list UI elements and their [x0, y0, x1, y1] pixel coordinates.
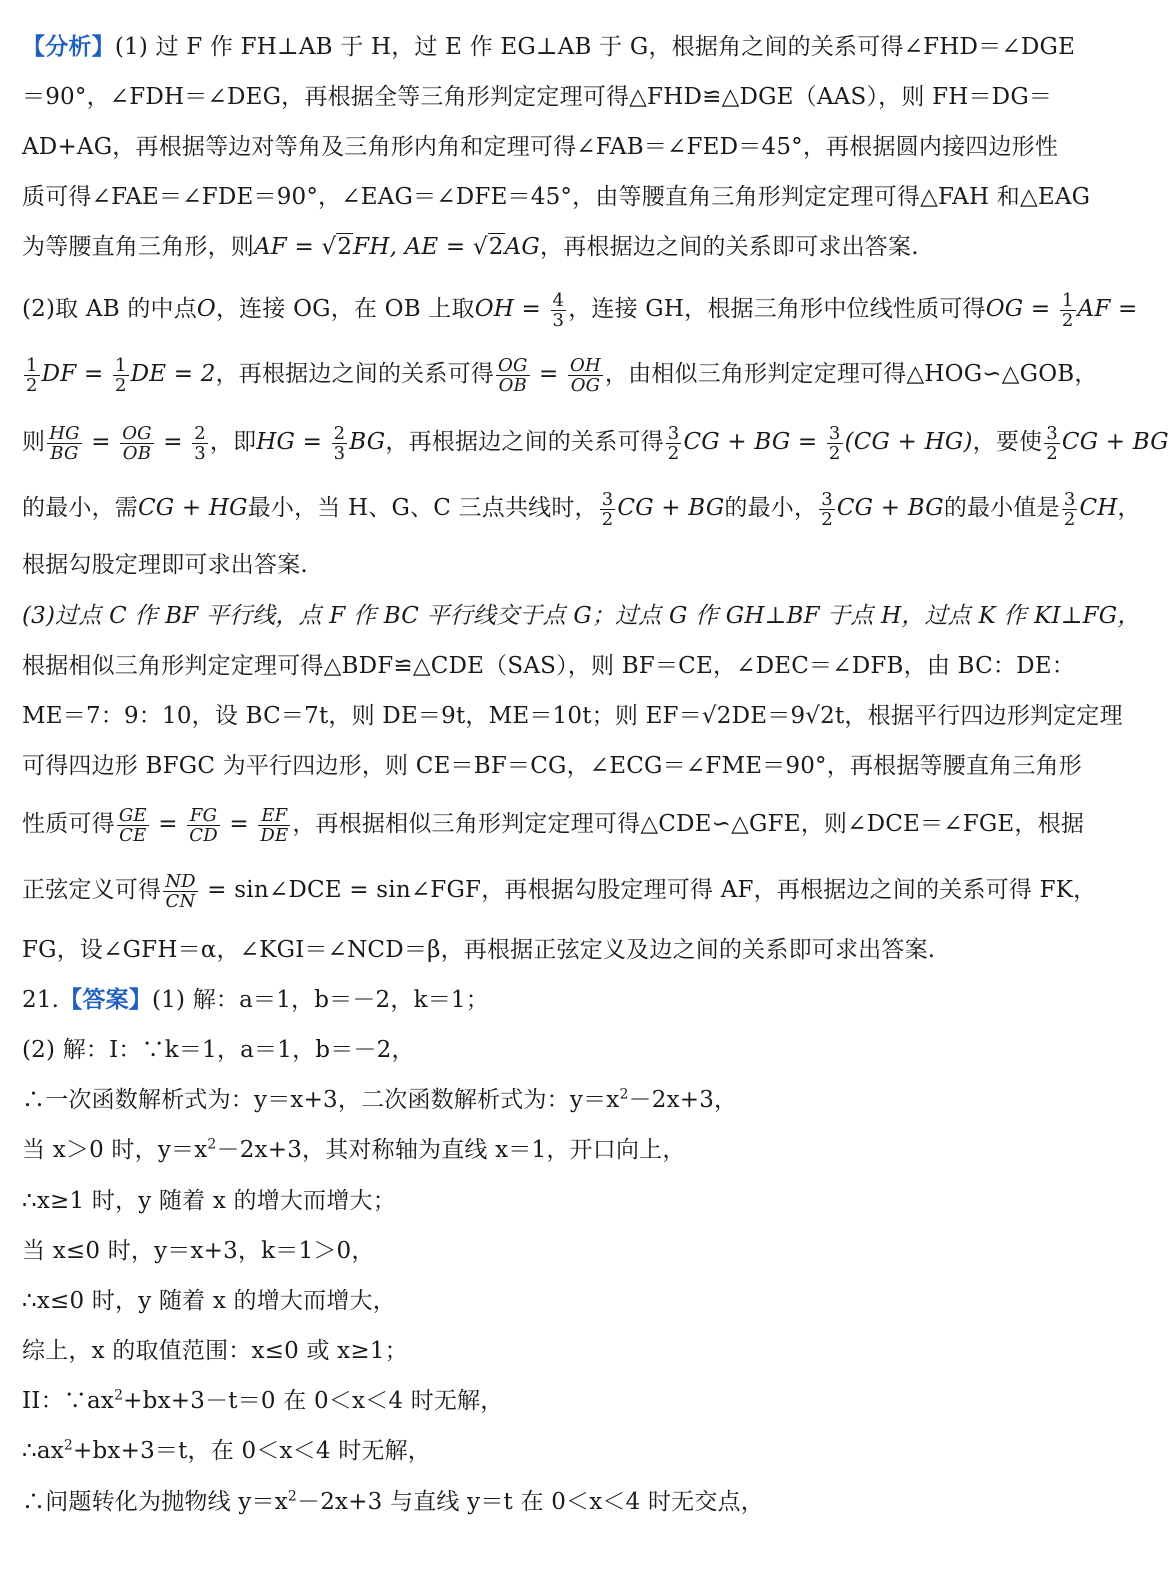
math-expr: CG + BG = — [683, 429, 825, 455]
answer-text: II：∵ax — [22, 1388, 115, 1414]
analysis-text: 2t，根据平行四边形判定定理 — [820, 703, 1123, 729]
exponent: 2 — [207, 1136, 217, 1153]
fraction: $\frac{2}{3}$ — [333, 422, 346, 464]
answer-text: +bx+3－t＝0 在 0＜x＜4 时无解， — [123, 1388, 504, 1414]
answer-text: －2x+3，其对称轴为直线 x＝1，开口向上， — [216, 1137, 686, 1163]
math-expr: AF = — [1077, 296, 1138, 322]
analysis-p2-line-3 — [22, 420, 1169, 464]
fraction: $\frac{GE}{CE}$ — [118, 804, 147, 846]
analysis-p3-line-7: FG，设∠GFH＝α，∠KGI＝∠NCD＝β，再根据正弦定义及边之间的关系即可求出答案. — [22, 937, 936, 963]
fraction: $\frac{4}{3}$ — [552, 289, 565, 331]
fraction: $\frac{1}{2}$ — [114, 354, 127, 396]
answer-text: ∴问题转化为抛物线 y＝x — [22, 1489, 288, 1515]
analysis-text: 的最小，需 — [22, 495, 138, 521]
answer-text: (1) 解：a＝1，b＝－2，k＝1； — [152, 987, 489, 1013]
analysis-text: 为等腰直角三角形，则 — [22, 234, 254, 260]
answer-text: ∴一次函数解析式为：y＝x+3，二次函数解析式为：y＝x — [22, 1087, 620, 1113]
answer-label: 【答案】 — [59, 986, 152, 1013]
question-number: 21. — [22, 987, 60, 1013]
answer-text: +bx+3＝t，在 0＜x＜4 时无解， — [73, 1438, 432, 1464]
analysis-p2-line-4 — [22, 486, 1141, 530]
math-expr: FH, AE = — [353, 234, 473, 260]
analysis-text: ，连接 GH，根据三角形中位线性质可得 — [568, 296, 986, 322]
math-expr: DE = 2 — [130, 361, 216, 387]
fraction: $\frac{3}{2}$ — [667, 422, 680, 464]
sqrt-expr: √2 — [321, 234, 353, 260]
analysis-p3-line-3 — [22, 701, 1123, 731]
math-expr: CG + BG — [836, 495, 944, 521]
fraction: $\frac{1}{2}$ — [26, 354, 38, 396]
answer-text: －2x+3 与直线 y＝t 在 0＜x＜4 时无交点， — [297, 1489, 764, 1515]
math-expr: = — [83, 429, 119, 455]
answer-line-4 — [22, 1135, 1058, 1165]
analysis-text: ME＝7：9：10，设 BC＝7t，则 DE＝9t，ME＝10t；则 EF＝ — [22, 703, 702, 729]
analysis-line-3: AD+AG，再根据等边对等角及三角形内角和定理可得∠FAB＝∠FED＝45°，再根据圆内接四边形性 — [22, 134, 1059, 160]
analysis-text: 则 — [22, 429, 46, 455]
sqrt-expr: √ — [805, 703, 821, 729]
fraction: $\frac{OH}{OG}$ — [570, 354, 601, 396]
answer-line-9 — [22, 1386, 1058, 1416]
math-expr: CG + HG — [138, 495, 248, 521]
sqrt-expr: √ — [701, 703, 717, 729]
answer-line-6: 当 x≤0 时，y＝x+3，k＝1＞0， — [22, 1238, 375, 1264]
analysis-text: 的最小值是 — [943, 495, 1060, 521]
math-expr: DF = — [41, 361, 111, 387]
math-expr: O — [196, 296, 216, 322]
math-expr: OG = — [985, 296, 1058, 322]
math-expr: = — [531, 361, 567, 387]
fraction: $\frac{2}{3}$ — [194, 422, 206, 464]
fraction: $\frac{3}{2}$ — [828, 422, 841, 464]
math-expr: CH — [1079, 495, 1118, 521]
answer-line-11 — [22, 1487, 1058, 1517]
math-expr: BG — [349, 429, 386, 455]
analysis-line-1 — [22, 32, 1076, 62]
fraction: $\frac{EF}{DE}$ — [260, 804, 289, 846]
analysis-text: ，再根据边之间的关系可得 — [385, 429, 664, 455]
answer-line-5: ∴x≥1 时，y 随着 x 的增大而增大； — [22, 1188, 396, 1214]
analysis-p2-line-1 — [22, 288, 1138, 331]
fraction: $\frac{ND}{CN}$ — [165, 870, 196, 912]
exponent: 2 — [114, 1387, 124, 1404]
answer-line-1 — [22, 985, 1058, 1015]
fraction: $\frac{HG}{BG}$ — [49, 422, 80, 464]
analysis-text: 的最小， — [724, 495, 818, 521]
answer-line-10 — [22, 1436, 1058, 1466]
analysis-p3-line-4: 可得四边形 BFGC 为平行四边形，则 CE＝BF＝CG，∠ECG＝∠FME＝90°，再根据等腰直角三角形 — [22, 753, 1082, 779]
fraction: $\frac{1}{2}$ — [1061, 289, 1074, 331]
fraction: $\frac{OG}{OB}$ — [122, 422, 152, 464]
fraction: $\frac{3}{2}$ — [1046, 422, 1058, 464]
exponent: 2 — [287, 1488, 297, 1505]
analysis-label: 【分析】 — [22, 33, 115, 60]
analysis-text: ，再根据边之间的关系即可求出答案. — [540, 234, 919, 260]
answer-text: ∴ax — [22, 1438, 64, 1464]
analysis-text: ， — [1117, 495, 1141, 521]
math-expr: CG + BG — [617, 495, 725, 521]
analysis-p2-line-2 — [22, 352, 1098, 396]
analysis-text: 性质可得 — [22, 811, 115, 837]
analysis-line-2: ＝90°，∠FDH＝∠DEG，再根据全等三角形判定定理可得△FHD≌△DGE（AAS），则 FH＝DG＝ — [22, 84, 1053, 110]
math-expr: HG = — [256, 429, 330, 455]
analysis-text: ，即 — [209, 429, 257, 455]
answer-line-7: ∴x≤0 时，y 随着 x 的增大而增大， — [22, 1288, 396, 1314]
math-expr: AF = — [254, 234, 322, 260]
fraction: $\frac{OG}{OB}$ — [497, 354, 528, 396]
analysis-p3-line-2: 根据相似三角形判定定理可得△BDF≌△CDE（SAS），则 BF＝CE，∠DEC＝∠DFB，由 BC：DE： — [22, 653, 1075, 679]
exponent: 2 — [63, 1437, 74, 1454]
math-expr: (CG + HG) — [844, 429, 973, 455]
analysis-p3-line-6 — [22, 868, 1097, 912]
math-expr: CG + BG — [1061, 429, 1169, 455]
analysis-text: ，再根据边之间的关系可得 — [215, 361, 494, 387]
answer-line-8: 综上，x 的取值范围：x≤0 或 x≥1； — [22, 1338, 408, 1364]
analysis-p2-line-5: 根据勾股定理即可求出答案. — [22, 552, 308, 578]
analysis-text: ，连接 OG，在 OB 上取 — [215, 296, 475, 322]
answer-text: 当 x＞0 时，y＝x — [22, 1137, 208, 1163]
analysis-text: ，要使 — [972, 429, 1043, 455]
analysis-line-4: 质可得∠FAE＝∠FDE＝90°，∠EAG＝∠DFE＝45°，由等腰直角三角形判定定理可得△FAH 和△EAG — [22, 184, 1091, 210]
analysis-text: 最小，当 H、G、C 三点共线时， — [247, 495, 598, 521]
fraction: $\frac{FG}{CD}$ — [189, 804, 218, 846]
analysis-text: (2)取 AB 的中点 — [22, 296, 197, 322]
math-expr: = — [155, 429, 191, 455]
analysis-text: ，由相似三角形判定定理可得△HOG∽△GOB， — [604, 361, 1098, 387]
answer-line-3 — [22, 1085, 1058, 1115]
math-expr: = sin∠DCE = sin∠FGF — [199, 877, 482, 903]
math-expr: OH = — [474, 296, 549, 322]
math-expr: AG — [504, 234, 540, 260]
analysis-text: 正弦定义可得 — [22, 877, 162, 903]
analysis-text: 2DE＝9 — [716, 703, 806, 729]
analysis-text: (1) 过 F 作 FH⊥AB 于 H，过 E 作 EG⊥AB 于 G，根据角之间的关系可得∠FHD＝∠DGE — [114, 34, 1076, 60]
answer-line-2: (2) 解：I：∵k＝1，a＝1，b＝－2， — [22, 1037, 415, 1063]
analysis-line-5 — [22, 232, 1058, 262]
math-expr: = — [221, 811, 257, 837]
analysis-text: ，再根据勾股定理可得 AF，再根据边之间的关系可得 FK， — [481, 877, 1097, 903]
fraction: $\frac{3}{2}$ — [821, 488, 833, 530]
fraction: $\frac{3}{2}$ — [1063, 488, 1076, 530]
math-expr: = — [150, 811, 186, 837]
analysis-p3-line-1: (3)过点 C 作 BF 平行线，点 F 作 BC 平行线交于点 G；过点 G 作 GH⊥BF 于点 H，过点 K 作 KI⊥FG， — [22, 603, 1141, 629]
fraction: $\frac{3}{2}$ — [601, 488, 614, 530]
analysis-p3-line-5 — [22, 802, 1085, 846]
exponent: 2 — [619, 1086, 629, 1103]
answer-text: －2x+3， — [628, 1087, 738, 1113]
analysis-text: ，再根据相似三角形判定定理可得△CDE∽△GFE，则∠DCE＝∠FGE，根据 — [292, 811, 1085, 837]
sqrt-expr: √2 — [472, 234, 504, 260]
